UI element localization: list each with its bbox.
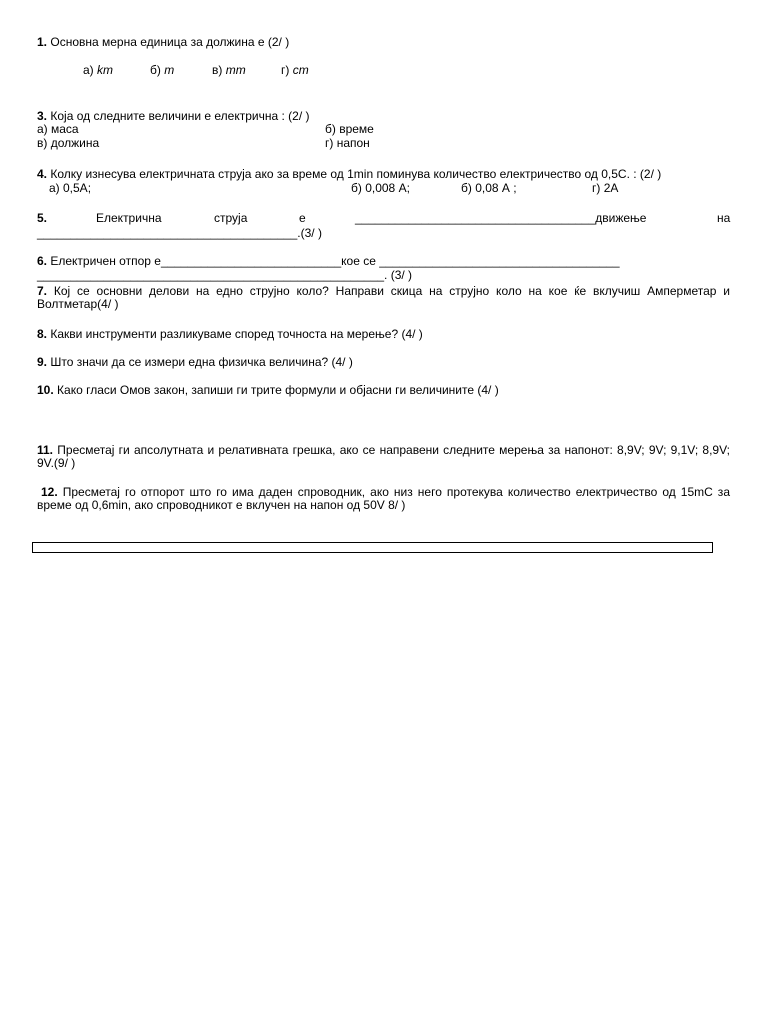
question-number: 4. [37, 167, 48, 181]
question-text: Основна мерна единица за должина е (2/ ) [50, 35, 290, 49]
question-3 [37, 109, 310, 123]
q5-line-2: _______________________________________.(3/ ) [37, 226, 322, 240]
question-number: 1. [37, 35, 48, 49]
q1-option-d: г) cm [281, 63, 309, 77]
question-1 [37, 35, 289, 49]
q1-option-a: а) km [83, 63, 114, 77]
question-11: 11. Пресметај ги апсолутната и релативната грешка, ако се направени следните мерења за напонот: 8,9V; 9V; 9,1V; 8,9V; 9V.(9/ ) [37, 443, 730, 470]
q3-option-c: в) должина [37, 136, 100, 150]
question-6: 6. Електричен отпор е___________________________кое се ____________________________________ [37, 254, 620, 268]
question-9: 9. Што значи да се измери една физичка величина? (4/ ) [37, 355, 353, 369]
q3-option-a: а) маса [37, 122, 79, 136]
question-10: 10. Како гласи Омов закон, запиши ги трите формули и објасни ги величините (4/ ) [37, 383, 499, 397]
question-8: 8. Какви инструменти разликуваме според точноста на мерење? (4/ ) [37, 327, 423, 341]
q5-blank: ____________________________________движење [355, 211, 647, 225]
q3-option-b: б) време [325, 122, 374, 136]
q5-word-2: струја [214, 211, 248, 225]
question-4 [37, 167, 661, 181]
question-text: Колку изнесува електричната струја ако за време од 1min поминува количество електричество од 0,5C. : (2/ ) [50, 167, 662, 181]
q5-word-3: е [299, 211, 306, 225]
q6-line-2: ____________________________________________________. (3/ ) [37, 268, 413, 282]
q4-option-b: б) 0,008 А; [351, 181, 410, 195]
q4-option-d: г) 2А [592, 181, 619, 195]
question-number: 3. [37, 109, 48, 123]
q5-end: на [717, 211, 731, 225]
q1-option-b: б) m [150, 63, 175, 77]
answer-box [32, 542, 713, 553]
q4-option-a: а) 0,5А; [49, 181, 92, 195]
question-5-number: 5. [37, 211, 48, 225]
question-7: 7. Кој се основни делови на едно струјно коло? Направи скица на струјно коло на кое ќе вклучиш Амперметар и Волтметар(4/ ) [37, 284, 730, 311]
q5-word-1: Електрична [96, 211, 162, 225]
q1-option-c: в) mm [212, 63, 246, 77]
question-12: 12. Пресметај го отпорот што го има даден спроводник, ако низ него протекува количество електричество од 15mC за време од 0,6min, ако спроводникот е вклучен на напон од 50V 8/ ) [37, 485, 730, 512]
question-text: Која од следните величини е електрична : (2/ ) [50, 109, 310, 123]
q4-option-c: б) 0,08 А ; [461, 181, 517, 195]
q3-option-d: г) напон [325, 136, 370, 150]
